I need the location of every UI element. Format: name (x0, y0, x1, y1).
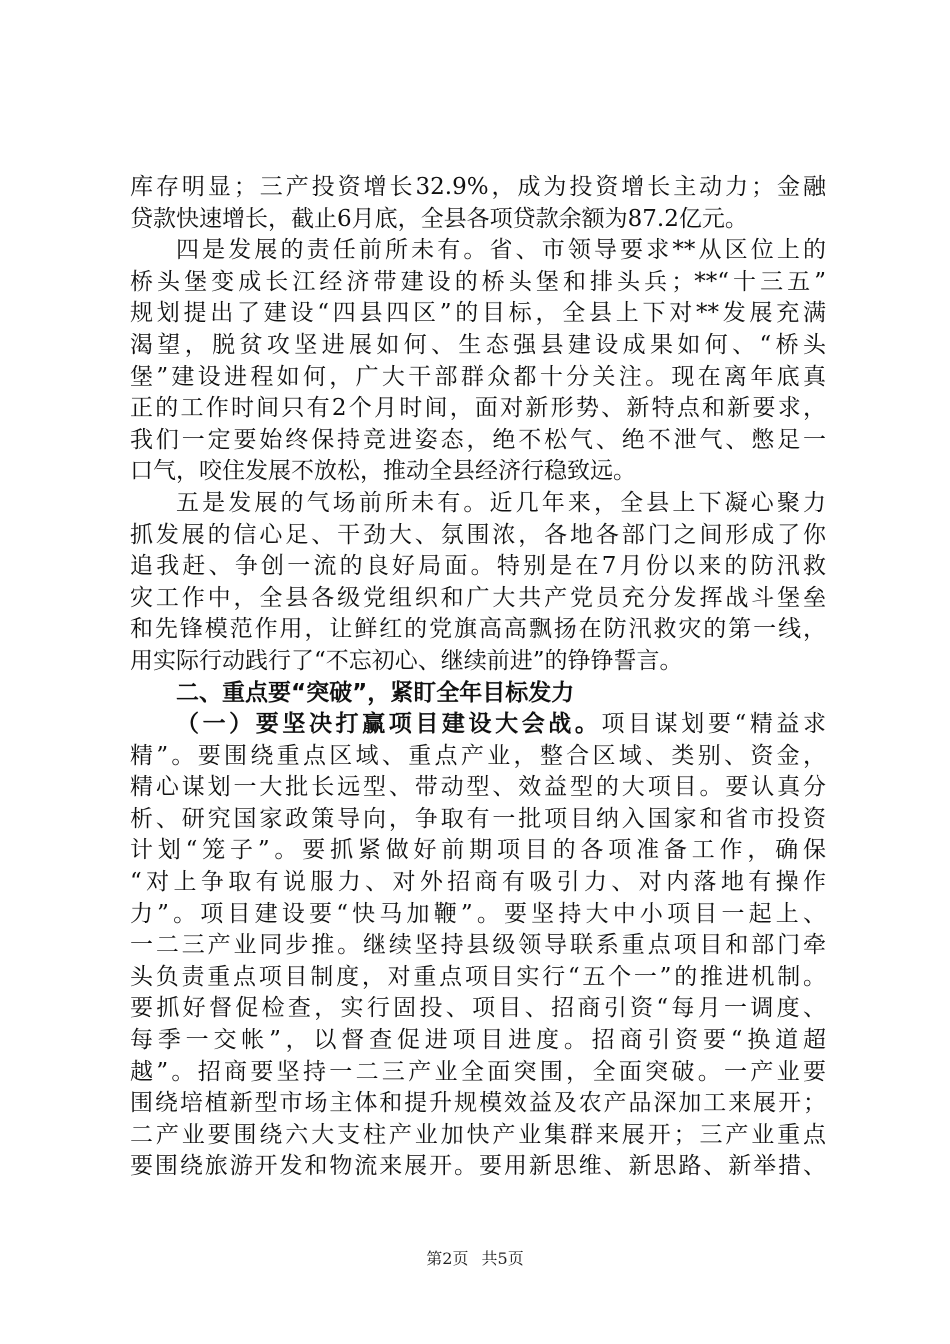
section-heading: 二、重点要“突破”，紧盯全年目标发力 (176, 679, 575, 706)
body-text-line: 用实际行动践行了“不忘初心、继续前进”的铮铮誓言。 (130, 647, 683, 674)
body-text-line: 二产业要围绕六大支柱产业加快产业集群来展开；三产业重点 (130, 1121, 826, 1148)
body-text-line: 口气，咬住发展不放松，推动全县经济行稳致远。 (130, 458, 636, 485)
body-text-line: 追我赶、争创一流的良好局面。特别是在7月份以来的防汛救 (130, 553, 826, 580)
body-text-line: 精心谋划一大批长远型、带动型、效益型的大项目。要认真分 (130, 774, 826, 801)
document-body (130, 172, 826, 1183)
body-text-line: 五是发展的气场前所未有。近几年来，全县上下凝心聚力 (176, 489, 826, 516)
body-text-line: 库存明显；三产投资增长32.9%，成为投资增长主动力；金融 (130, 174, 826, 200)
page-total: 共5页 (481, 1249, 524, 1268)
page-number: 第2页 (426, 1249, 469, 1268)
body-text-line: 桥头堡变成长江经济带建设的桥头堡和排头兵；**“十三五” (130, 268, 826, 295)
body-text-line: 要抓好督促检查，实行固投、项目、招商引资“每月一调度、 (130, 995, 826, 1022)
body-text-line: 力”。项目建设要“快马加鞭”。要坚持大中小项目一起上、 (130, 900, 826, 927)
body-text-line: 贷款快速增长，截止6月底，全县各项贷款余额为87.2亿元。 (130, 205, 748, 232)
body-text-line: 灾工作中，全县各级党组织和广大共产党员充分发挥战斗堡垒 (130, 584, 826, 611)
body-text-line: 规划提出了建设“四县四区”的目标，全县上下对**发展充满 (130, 300, 826, 327)
body-text-line: 每季一交帐”，以督查促进项目进度。招商引资要“换道超 (130, 1027, 826, 1054)
body-text-line: 和先锋模范作用，让鲜红的党旗高高飘扬在防汛救灾的第一线， (130, 616, 826, 643)
body-text-line: 计划“笼子”。要抓紧做好前期项目的各项准备工作，确保 (130, 837, 826, 864)
body-text-line: 头负责重点项目制度，对重点项目实行“五个一”的推进机制。 (130, 963, 826, 990)
body-text-line: 精”。要围绕重点区域、重点产业，整合区域、类别、资金， (130, 742, 826, 769)
subsection-lead: （一）要坚决打赢项目建设大会战。 (176, 711, 602, 738)
body-text-line: “对上争取有说服力、对外招商有吸引力、对内落地有操作 (130, 869, 826, 896)
body-text-line: 围绕培植新型市场主体和提升规模效益及农产品深加工来展开； (130, 1090, 826, 1117)
body-text-line: 越”。招商要坚持一二三产业全面突围，全面突破。一产业要 (130, 1058, 826, 1085)
body-text-line: 渴望，脱贫攻坚进展如何、生态强县建设成果如何、“桥头 (130, 331, 826, 358)
subsection-first-rest: 项目谋划要“精益求 (601, 711, 827, 738)
paragraph-block-1 (130, 172, 826, 678)
body-text-line: 正的工作时间只有2个月时间，面对新形势、新特点和新要求， (130, 395, 826, 422)
body-text-line: 析、研究国家政策导向，争取有一批项目纳入国家和省市投资 (130, 805, 826, 832)
body-text-line: 堡”建设进程如何，广大干部群众都十分关注。现在离年底真 (130, 363, 826, 390)
body-text-line: 一二三产业同步推。继续坚持县级领导联系重点项目和部门牵 (130, 932, 826, 959)
subsection-first-line (130, 709, 826, 741)
paragraph-block-2 (130, 741, 826, 1183)
body-text-line: 我们一定要始终保持竞进姿态，绝不松气、绝不泄气、憋足一 (130, 426, 826, 453)
page-footer (0, 1246, 950, 1269)
body-text-line: 要围绕旅游开发和物流来展开。要用新思维、新思路、新举措、 (130, 1153, 826, 1180)
body-text-line: 四是发展的责任前所未有。省、市领导要求**从区位上的 (176, 237, 826, 264)
body-text-line: 抓发展的信心足、干劲大、氛围浓，各地各部门之间形成了你 (130, 521, 826, 548)
